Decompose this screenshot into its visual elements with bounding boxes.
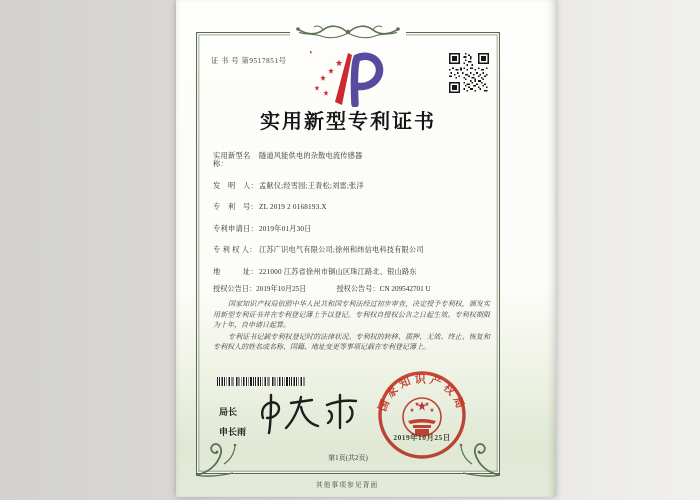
field-row-patentee	[213, 246, 489, 254]
director-title: 局长	[219, 407, 238, 417]
field-list	[213, 152, 489, 290]
grant-date	[213, 285, 306, 293]
grant-row	[213, 285, 493, 293]
grant-number-value: CN 209542701 U	[379, 285, 431, 293]
field-value: 221000 江苏省徐州市铜山区珠江路北、银山路东	[259, 267, 417, 276]
grant-number-label: 授权公告号：	[336, 285, 380, 293]
field-label: 实用新型名称：	[213, 152, 251, 168]
field-label: 专利申请日：	[213, 224, 258, 233]
grant-date-label: 授权公告日：	[213, 285, 257, 293]
field-value: 江苏广识电气有限公司;徐州和纬信电科技有限公司	[259, 246, 424, 255]
legal-paragraphs	[213, 299, 490, 354]
field-label: 发 明 人：	[213, 181, 258, 190]
grant-date-value: 2019年10月25日	[256, 285, 307, 293]
field-row-address	[213, 268, 489, 276]
field-label: 专 利 权 人：	[213, 246, 257, 255]
certificate-border-frame	[196, 32, 500, 474]
field-row-inventors	[213, 182, 489, 190]
grant-number	[336, 285, 430, 293]
director-block	[219, 405, 246, 438]
field-row-patent-no	[213, 203, 489, 211]
field-label: 专 利 号：	[213, 203, 258, 212]
director-name: 申长雨	[219, 427, 247, 437]
cnipa-p-logo-icon	[310, 51, 386, 107]
field-value: 隧道风能供电的杂散电流传感器	[259, 152, 363, 160]
legal-paragraph-2: 专利证书记载专利权登记时的法律状况。专利权的转移、质押、无效、终止、恢复和专利权人的姓名或名称、国籍、地址变更等事项记载在专利登记簿上。	[213, 332, 490, 352]
field-row-name	[213, 152, 489, 168]
official-red-seal-icon	[376, 369, 468, 461]
page-number: 第1页(共2页)	[328, 454, 368, 462]
green-floral-ornament-icon	[290, 19, 406, 45]
field-value: 2019年01月30日	[259, 224, 312, 233]
qr-code-icon	[449, 53, 489, 93]
director-signature	[249, 387, 369, 449]
back-note: 其他事项参见背面	[315, 482, 379, 489]
certificate-number: 证 书 号 第9517851号	[211, 57, 287, 65]
barcode-icon	[217, 377, 305, 386]
field-label: 地 址：	[213, 267, 258, 276]
certificate-paper	[176, 0, 556, 497]
seal-date: 2019年10月25日	[393, 433, 451, 442]
seal-arc-text: 国家知识产权局	[376, 373, 468, 414]
field-value: ZL 2019 2 0168193.X	[259, 203, 327, 212]
field-row-filing-date	[213, 225, 489, 233]
certificate-title: 实用新型专利证书	[260, 111, 436, 133]
legal-paragraph-1: 国家知识产权局依照中华人民共和国专利法经过初步审查，决定授予专利权，颁发实用新型专利证书并在专利登记簿上予以登记。专利权自授权公告之日起生效。专利权期限为十年，自申请日起算。	[213, 300, 490, 330]
field-value: 孟献仪;经雪园;王青松;刘雷;张洋	[259, 181, 364, 190]
